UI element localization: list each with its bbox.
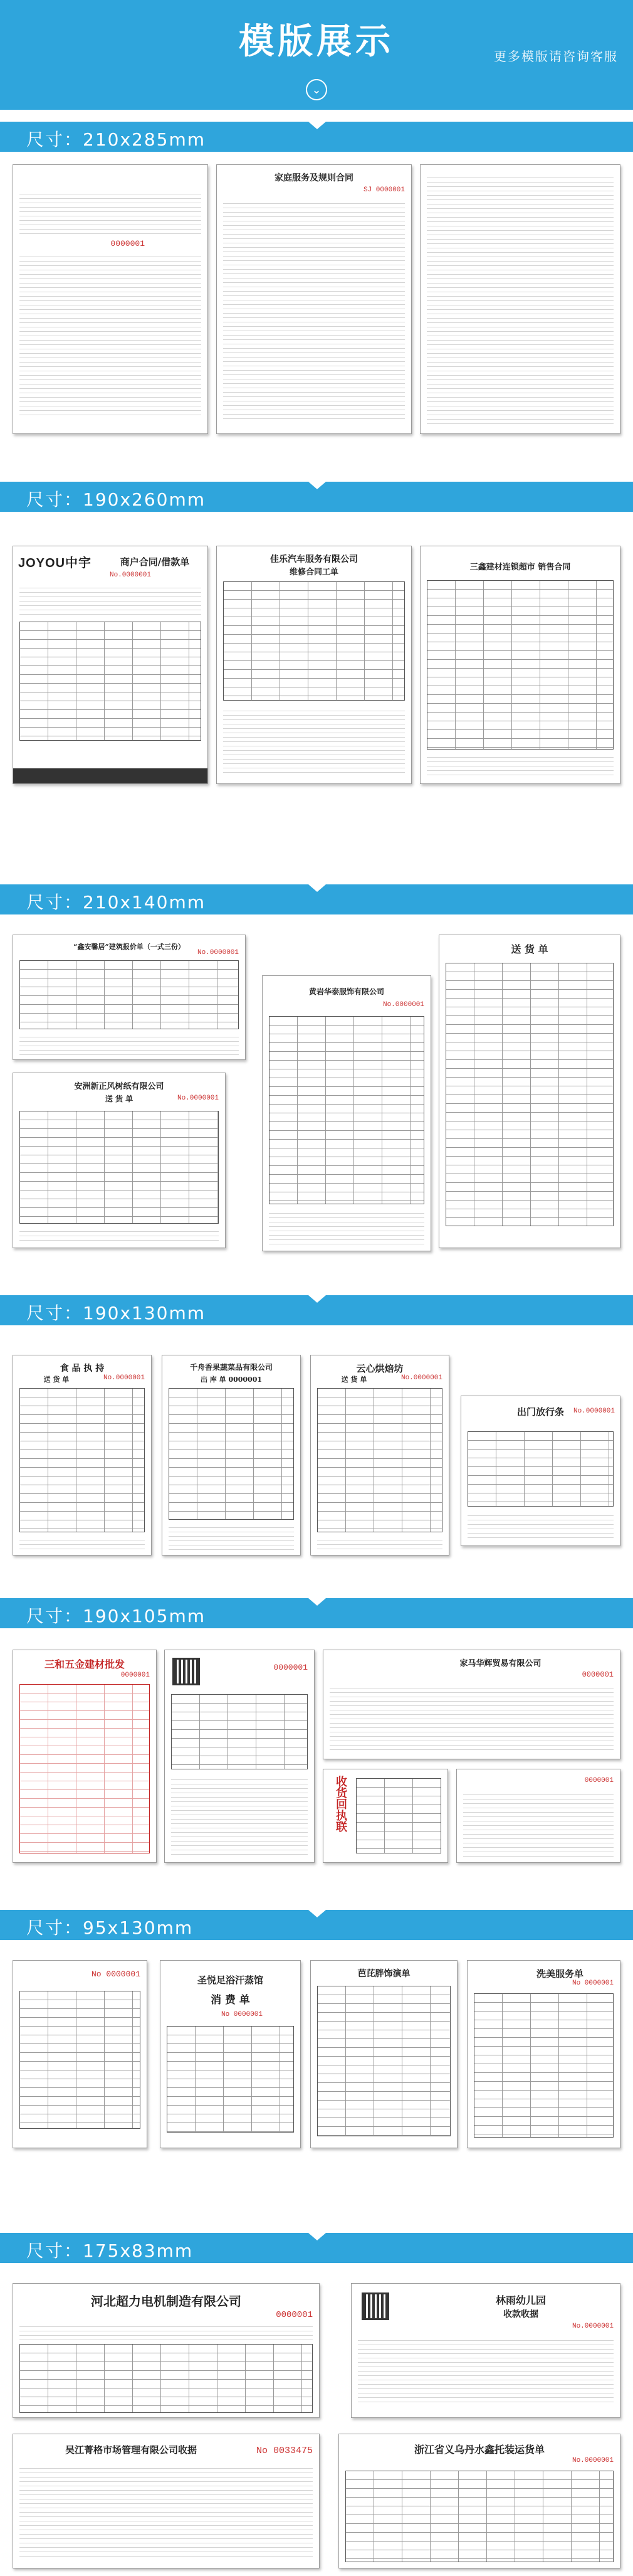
form-card	[216, 546, 412, 784]
section-bar-95x130	[0, 1910, 633, 1940]
chevron-down-icon[interactable]: ⌄	[306, 79, 327, 100]
form-title: 维修合同工单	[289, 568, 338, 577]
form-card	[13, 1355, 152, 1556]
form-card	[351, 2283, 620, 2418]
form-card	[164, 1650, 315, 1863]
section-bar-210x285	[0, 122, 633, 152]
form-card	[323, 1769, 448, 1863]
form-number: No.0000001	[177, 1095, 219, 1102]
form-company: 圣悦足浴汗蒸馆	[197, 1974, 263, 1986]
header-banner	[0, 0, 633, 110]
form-number: No.0000001	[573, 1407, 615, 1415]
form-number: No 0033475	[256, 2446, 313, 2456]
form-title: 出门放行条	[516, 1406, 564, 1418]
form-card	[338, 2434, 620, 2568]
chevron-marker-icon	[308, 482, 326, 489]
form-card	[13, 546, 208, 784]
form-number: 0000001	[584, 1777, 614, 1784]
form-card	[420, 164, 620, 434]
form-company: 河北超力电机制造有限公司	[91, 2294, 241, 2309]
section-label: 尺寸：190x130mm	[26, 1303, 206, 1323]
form-card	[420, 546, 620, 784]
form-company: 千舟香果蔬菜品有限公司	[189, 1363, 273, 1372]
form-title: 出 库 单 0000001	[200, 1375, 263, 1384]
section-label: 尺寸：210x140mm	[26, 892, 206, 913]
form-number: 0000001	[110, 239, 145, 248]
form-card	[467, 1960, 620, 2148]
form-number: 0000001	[273, 1663, 308, 1672]
form-company: 佳乐汽车服务有限公司	[270, 554, 358, 564]
form-title: 送 货 单	[105, 1095, 133, 1103]
form-company: 林雨幼儿园	[495, 2294, 546, 2306]
form-card	[13, 1960, 147, 2148]
form-card	[310, 1960, 458, 2148]
page-subtitle: 更多模版请咨询客服	[494, 49, 618, 64]
form-number: SJ 0000001	[363, 186, 405, 194]
form-number: No 0000001	[221, 2011, 263, 2018]
form-card	[160, 1960, 301, 2148]
form-number: No.0000001	[382, 1001, 424, 1009]
form-title: 三鑫建材连锁超市 销售合同	[469, 563, 571, 572]
chevron-marker-icon	[308, 1598, 326, 1606]
section-label: 尺寸：175x83mm	[26, 2240, 194, 2261]
receipt-vertical-title: 收货回执联	[334, 1776, 347, 1832]
section-bar-190x130	[0, 1295, 633, 1325]
chevron-marker-icon	[308, 122, 326, 129]
form-card	[162, 1355, 301, 1556]
form-number: No.0000001	[400, 1374, 442, 1382]
form-number: No.0000001	[572, 2457, 614, 2464]
form-title: 家庭服务及规则合同	[275, 173, 353, 183]
form-title: 送 货 单	[341, 1375, 367, 1384]
form-company: 三和五金建材批发	[44, 1658, 125, 1670]
brand-logo: JOYOU中宇	[18, 556, 92, 570]
form-number: No.0000001	[109, 571, 151, 579]
form-number: No.0000001	[572, 2323, 614, 2330]
form-title: 洗美服务单	[536, 1968, 583, 1980]
chevron-marker-icon	[308, 2233, 326, 2240]
form-number: 0000001	[276, 2310, 313, 2320]
form-card	[323, 1650, 620, 1759]
form-number: No 0000001	[91, 1969, 140, 1979]
section-bar-210x140	[0, 884, 633, 914]
form-card	[13, 2283, 320, 2418]
form-title: “鑫安馨居”建筑报价单（一式三份）	[73, 943, 185, 951]
section-bar-175x83	[0, 2233, 633, 2263]
form-company: 吴江菁格市场管理有限公司收据	[65, 2444, 197, 2456]
section-bar-190x260	[0, 482, 633, 512]
form-card	[439, 935, 620, 1248]
section-label: 尺寸：190x260mm	[26, 489, 206, 510]
form-card	[310, 1355, 449, 1556]
form-title: 芭芘胖饰演单	[357, 1969, 411, 1979]
form-title: 送 货 单	[43, 1375, 70, 1384]
form-card	[262, 975, 431, 1251]
chevron-marker-icon	[308, 1910, 326, 1917]
form-company: 黄岩华泰服饰有限公司	[308, 987, 384, 996]
form-company: 家马华辉贸易有限公司	[459, 1659, 541, 1668]
form-card	[216, 164, 412, 434]
section-label: 尺寸：95x130mm	[26, 1917, 194, 1938]
form-company: 食 品 执 持	[60, 1364, 105, 1374]
form-number: 0000001	[582, 1670, 614, 1679]
form-card	[13, 935, 246, 1060]
section-bar-190x105	[0, 1598, 633, 1628]
form-card	[13, 164, 208, 434]
form-number: 0000001	[120, 1672, 150, 1679]
form-company: 安洲新正风树纸有限公司	[74, 1082, 164, 1091]
form-title: 消 费 单	[211, 1994, 250, 2006]
chevron-marker-icon	[308, 1295, 326, 1303]
form-number: No.0000001	[197, 949, 239, 957]
form-company: 云心烘焙坊	[356, 1363, 404, 1374]
form-card	[461, 1396, 620, 1546]
form-number: No 0000001	[572, 1980, 614, 1987]
form-card	[456, 1769, 620, 1863]
form-title: 商户合同/借款单	[120, 556, 190, 568]
form-number: No.0000001	[103, 1374, 145, 1382]
form-company: 浙江省义乌丹水鑫托装运货单	[414, 2444, 545, 2456]
section-label: 尺寸：190x105mm	[26, 1606, 206, 1626]
form-card	[13, 2434, 320, 2568]
form-title: 收款收据	[503, 2309, 538, 2319]
logo-icon	[172, 1658, 200, 1685]
form-card	[13, 1650, 157, 1863]
chevron-marker-icon	[308, 884, 326, 892]
qr-code-icon	[362, 2292, 389, 2320]
section-label: 尺寸：210x285mm	[26, 129, 206, 150]
form-card	[13, 1073, 226, 1248]
page-title: 模版展示	[239, 21, 394, 62]
form-title: 送 货 单	[511, 943, 548, 955]
